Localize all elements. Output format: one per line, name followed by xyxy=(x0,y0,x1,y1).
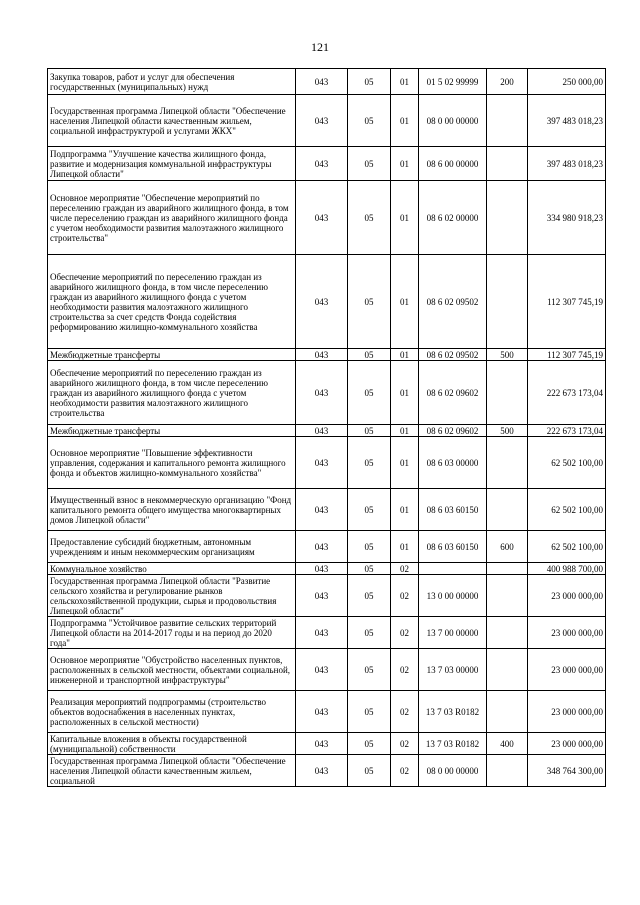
ministry-code: 043 xyxy=(296,531,348,563)
ministry-code: 043 xyxy=(296,69,348,95)
expense-type: 500 xyxy=(487,349,528,361)
expense-type xyxy=(487,575,528,617)
row-name: Закупка товаров, работ и услуг для обеспечения государственных (муниципальных) нужд xyxy=(48,69,296,95)
table-row xyxy=(48,531,606,563)
row-name: Предоставление субсидий бюджетным, автономным учреждениям и иным некоммерческим организациям xyxy=(48,531,296,563)
section-code: 05 xyxy=(348,437,391,489)
section-code: 05 xyxy=(348,69,391,95)
ministry-code: 043 xyxy=(296,649,348,691)
target-article: 08 6 03 00000 xyxy=(419,437,487,489)
table-row xyxy=(48,575,606,617)
table-row xyxy=(48,691,606,733)
table-row xyxy=(48,437,606,489)
section-code: 05 xyxy=(348,361,391,425)
target-article: 13 7 03 00000 xyxy=(419,649,487,691)
section-code: 05 xyxy=(348,147,391,181)
amount: 62 502 100,00 xyxy=(528,531,606,563)
expense-type xyxy=(487,489,528,531)
subsection-code: 01 xyxy=(391,349,419,361)
section-code: 05 xyxy=(348,575,391,617)
ministry-code: 043 xyxy=(296,691,348,733)
amount: 23 000 000,00 xyxy=(528,649,606,691)
amount: 23 000 000,00 xyxy=(528,575,606,617)
subsection-code: 01 xyxy=(391,361,419,425)
amount: 112 307 745,19 xyxy=(528,255,606,349)
target-article: 08 6 00 00000 xyxy=(419,147,487,181)
table-row xyxy=(48,181,606,255)
ministry-code: 043 xyxy=(296,733,348,755)
target-article: 08 0 00 00000 xyxy=(419,755,487,787)
target-article: 13 0 00 00000 xyxy=(419,575,487,617)
row-name: Межбюджетные трансферты xyxy=(48,425,296,437)
section-code: 05 xyxy=(348,755,391,787)
subsection-code: 01 xyxy=(391,437,419,489)
expense-type: 500 xyxy=(487,425,528,437)
row-name: Коммунальное хозяйство xyxy=(48,563,296,575)
subsection-code: 01 xyxy=(391,531,419,563)
row-name: Межбюджетные трансферты xyxy=(48,349,296,361)
amount: 112 307 745,19 xyxy=(528,349,606,361)
table-row xyxy=(48,755,606,787)
amount: 23 000 000,00 xyxy=(528,617,606,649)
amount: 23 000 000,00 xyxy=(528,733,606,755)
section-code: 05 xyxy=(348,563,391,575)
target-article: 08 6 03 60150 xyxy=(419,489,487,531)
row-name: Основное мероприятие "Обеспечение мероприятий по переселению граждан из аварийного жилищного фонда, в том числе переселению граждан из аварийного жилищного фонда с учетом необходимости развития малоэтажного жилищного строительства" xyxy=(48,181,296,255)
row-name: Реализация мероприятий подпрограммы (строительство объектов водоснабжения в населенных пунктах, расположенных в сельской местности) xyxy=(48,691,296,733)
target-article: 08 6 02 09602 xyxy=(419,361,487,425)
row-name: Обеспечение мероприятий по переселению граждан из аварийного жилищного фонда, в том числе переселению граждан из аварийного жилищного фонда с учетом необходимости развития малоэтажного жилищного строительства за счет средств Фонда содействия реформированию жилищно-коммунального хозяйства xyxy=(48,255,296,349)
expense-type xyxy=(487,95,528,147)
subsection-code: 01 xyxy=(391,489,419,531)
ministry-code: 043 xyxy=(296,425,348,437)
expense-type xyxy=(487,755,528,787)
ministry-code: 043 xyxy=(296,755,348,787)
row-name: Основное мероприятие "Повышение эффективности управления, содержания и капитального ремонта жилищного фонда и объектов жилищно-коммунального хозяйства" xyxy=(48,437,296,489)
table-row xyxy=(48,69,606,95)
row-name: Обеспечение мероприятий по переселению граждан из аварийного жилищного фонда, в том числе переселению граждан из аварийного жилищного фонда с учетом необходимости развития малоэтажного жилищного строительства xyxy=(48,361,296,425)
ministry-code: 043 xyxy=(296,255,348,349)
section-code: 05 xyxy=(348,691,391,733)
expense-type: 600 xyxy=(487,531,528,563)
table-row xyxy=(48,733,606,755)
expense-type xyxy=(487,691,528,733)
subsection-code: 01 xyxy=(391,425,419,437)
row-name: Государственная программа Липецкой области "Обеспечение населения Липецкой области качественным жильем, социальной xyxy=(48,755,296,787)
budget-table-body xyxy=(48,69,606,787)
target-article: 08 6 03 60150 xyxy=(419,531,487,563)
subsection-code: 01 xyxy=(391,255,419,349)
subsection-code: 02 xyxy=(391,733,419,755)
budget-table xyxy=(47,68,606,787)
target-article: 08 6 02 09502 xyxy=(419,349,487,361)
ministry-code: 043 xyxy=(296,349,348,361)
target-article: 13 7 03 R0182 xyxy=(419,691,487,733)
expense-type xyxy=(487,255,528,349)
ministry-code: 043 xyxy=(296,563,348,575)
row-name: Капитальные вложения в объекты государственной (муниципальной) собственности xyxy=(48,733,296,755)
table-row xyxy=(48,361,606,425)
subsection-code: 02 xyxy=(391,691,419,733)
ministry-code: 043 xyxy=(296,575,348,617)
section-code: 05 xyxy=(348,617,391,649)
subsection-code: 02 xyxy=(391,617,419,649)
section-code: 05 xyxy=(348,181,391,255)
table-row xyxy=(48,255,606,349)
table-row xyxy=(48,649,606,691)
expense-type xyxy=(487,563,528,575)
amount: 222 673 173,04 xyxy=(528,361,606,425)
subsection-code: 02 xyxy=(391,575,419,617)
expense-type xyxy=(487,361,528,425)
table-row xyxy=(48,95,606,147)
amount: 400 988 700,00 xyxy=(528,563,606,575)
amount: 250 000,00 xyxy=(528,69,606,95)
table-row xyxy=(48,147,606,181)
section-code: 05 xyxy=(348,425,391,437)
ministry-code: 043 xyxy=(296,147,348,181)
ministry-code: 043 xyxy=(296,181,348,255)
target-article: 13 7 03 R0182 xyxy=(419,733,487,755)
table-row xyxy=(48,563,606,575)
amount: 62 502 100,00 xyxy=(528,437,606,489)
row-name: Подпрограмма "Устойчивое развитие сельских территорий Липецкой области на 2014-2017 годы и на период до 2020 года" xyxy=(48,617,296,649)
section-code: 05 xyxy=(348,531,391,563)
page-number: 121 xyxy=(311,40,329,54)
ministry-code: 043 xyxy=(296,489,348,531)
target-article xyxy=(419,563,487,575)
target-article: 08 0 00 00000 xyxy=(419,95,487,147)
expense-type xyxy=(487,147,528,181)
row-name: Имущественный взнос в некоммерческую организацию "Фонд капитального ремонта общего имущества многоквартирных домов Липецкой области" xyxy=(48,489,296,531)
section-code: 05 xyxy=(348,349,391,361)
amount: 222 673 173,04 xyxy=(528,425,606,437)
target-article: 08 6 02 09602 xyxy=(419,425,487,437)
table-row xyxy=(48,349,606,361)
expense-type xyxy=(487,649,528,691)
section-code: 05 xyxy=(348,489,391,531)
expense-type xyxy=(487,181,528,255)
row-name: Подпрограмма "Улучшение качества жилищного фонда, развитие и модернизация коммунальной инфраструктуры Липецкой области" xyxy=(48,147,296,181)
subsection-code: 01 xyxy=(391,147,419,181)
subsection-code: 02 xyxy=(391,649,419,691)
table-row xyxy=(48,425,606,437)
section-code: 05 xyxy=(348,95,391,147)
amount: 348 764 300,00 xyxy=(528,755,606,787)
amount: 397 483 018,23 xyxy=(528,147,606,181)
row-name: Государственная программа Липецкой области "Обеспечение населения Липецкой области качественным жильем, социальной инфраструктурой и услугами ЖКХ" xyxy=(48,95,296,147)
expense-type: 200 xyxy=(487,69,528,95)
expense-type: 400 xyxy=(487,733,528,755)
subsection-code: 01 xyxy=(391,95,419,147)
ministry-code: 043 xyxy=(296,95,348,147)
table-row xyxy=(48,489,606,531)
target-article: 08 6 02 09502 xyxy=(419,255,487,349)
section-code: 05 xyxy=(348,255,391,349)
amount: 397 483 018,23 xyxy=(528,95,606,147)
amount: 62 502 100,00 xyxy=(528,489,606,531)
table-row xyxy=(48,617,606,649)
amount: 334 980 918,23 xyxy=(528,181,606,255)
row-name: Основное мероприятие "Обустройство населенных пунктов, расположенных в сельской местности, объектами социальной, инженерной и транспортной инфраструктуры" xyxy=(48,649,296,691)
section-code: 05 xyxy=(348,649,391,691)
subsection-code: 02 xyxy=(391,755,419,787)
ministry-code: 043 xyxy=(296,361,348,425)
target-article: 08 6 02 00000 xyxy=(419,181,487,255)
ministry-code: 043 xyxy=(296,617,348,649)
expense-type xyxy=(487,617,528,649)
section-code: 05 xyxy=(348,733,391,755)
target-article: 01 5 02 99999 xyxy=(419,69,487,95)
subsection-code: 02 xyxy=(391,563,419,575)
amount: 23 000 000,00 xyxy=(528,691,606,733)
row-name: Государственная программа Липецкой области "Развитие сельского хозяйства и регулирование рынков сельскохозяйственной продукции, сырья и продовольствия Липецкой области" xyxy=(48,575,296,617)
expense-type xyxy=(487,437,528,489)
subsection-code: 01 xyxy=(391,69,419,95)
ministry-code: 043 xyxy=(296,437,348,489)
subsection-code: 01 xyxy=(391,181,419,255)
target-article: 13 7 00 00000 xyxy=(419,617,487,649)
